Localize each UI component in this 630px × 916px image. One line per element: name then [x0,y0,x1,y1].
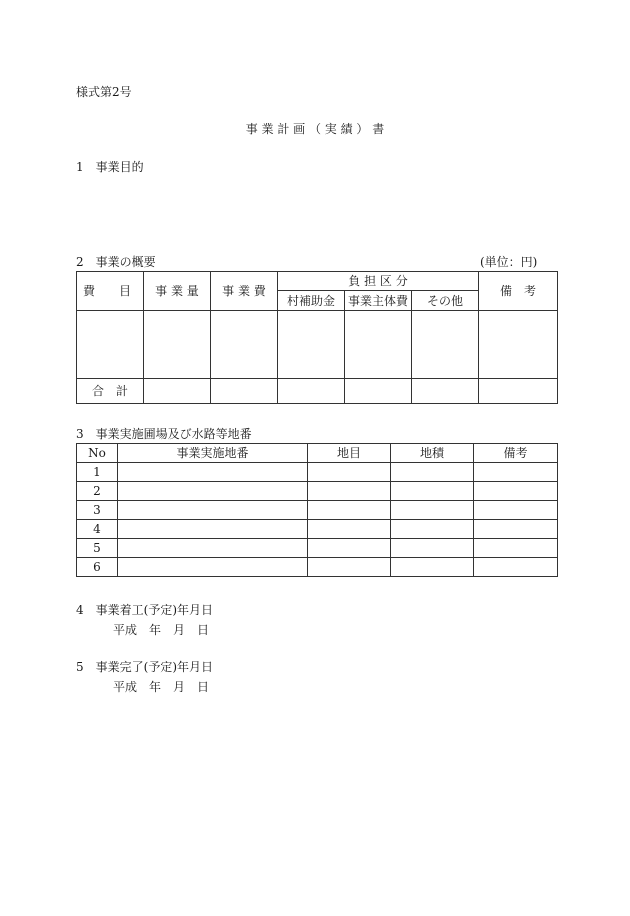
header-lot: 事業実施地番 [118,444,308,463]
header-no: No [77,444,118,463]
section3-heading: 3 事業実施圃場及び水路等地番 [76,427,252,441]
table-row [77,539,558,558]
table-row [77,558,558,577]
table-row [77,482,558,501]
section5-heading: 5 事業完了(予定)年月日 [76,660,213,674]
header-village-subsidy: 村補助金 [278,291,345,311]
start-date: 平成 年 月 日 [113,623,210,637]
document-title: 事 業 計 画 （ 実 績 ） 書 [245,122,385,136]
header-burden: 負 担 区 分 [278,272,479,291]
total-label: 合 計 [77,379,144,404]
row-number: 3 [77,501,118,520]
row-number: 4 [77,520,118,539]
overview-body-row [77,311,558,379]
row-number: 2 [77,482,118,501]
table-row [77,501,558,520]
header-area: 地積 [391,444,474,463]
row-number: 1 [77,463,118,482]
header-lot-remarks: 備考 [474,444,558,463]
header-remarks: 備 考 [479,272,558,311]
lot-table [76,443,558,577]
table-row [77,520,558,539]
overview-total-row [77,379,558,404]
overview-table [76,271,558,404]
end-date: 平成 年 月 日 [113,680,210,694]
section4-heading: 4 事業着工(予定)年月日 [76,603,213,617]
header-land-type: 地目 [308,444,391,463]
header-quantity: 事 業 量 [144,272,211,311]
section2-heading: 2 事業の概要 [76,255,156,269]
header-item: 費 目 [77,272,144,311]
row-number: 5 [77,539,118,558]
unit-label: (単位：円) [480,255,538,269]
header-other: その他 [412,291,479,311]
table-row [77,463,558,482]
form-number: 様式第2号 [76,85,132,99]
row-number: 6 [77,558,118,577]
header-cost: 事 業 費 [211,272,278,311]
section1-heading: 1 事業目的 [76,160,144,174]
header-owner-cost: 事業主体費 [345,291,412,311]
